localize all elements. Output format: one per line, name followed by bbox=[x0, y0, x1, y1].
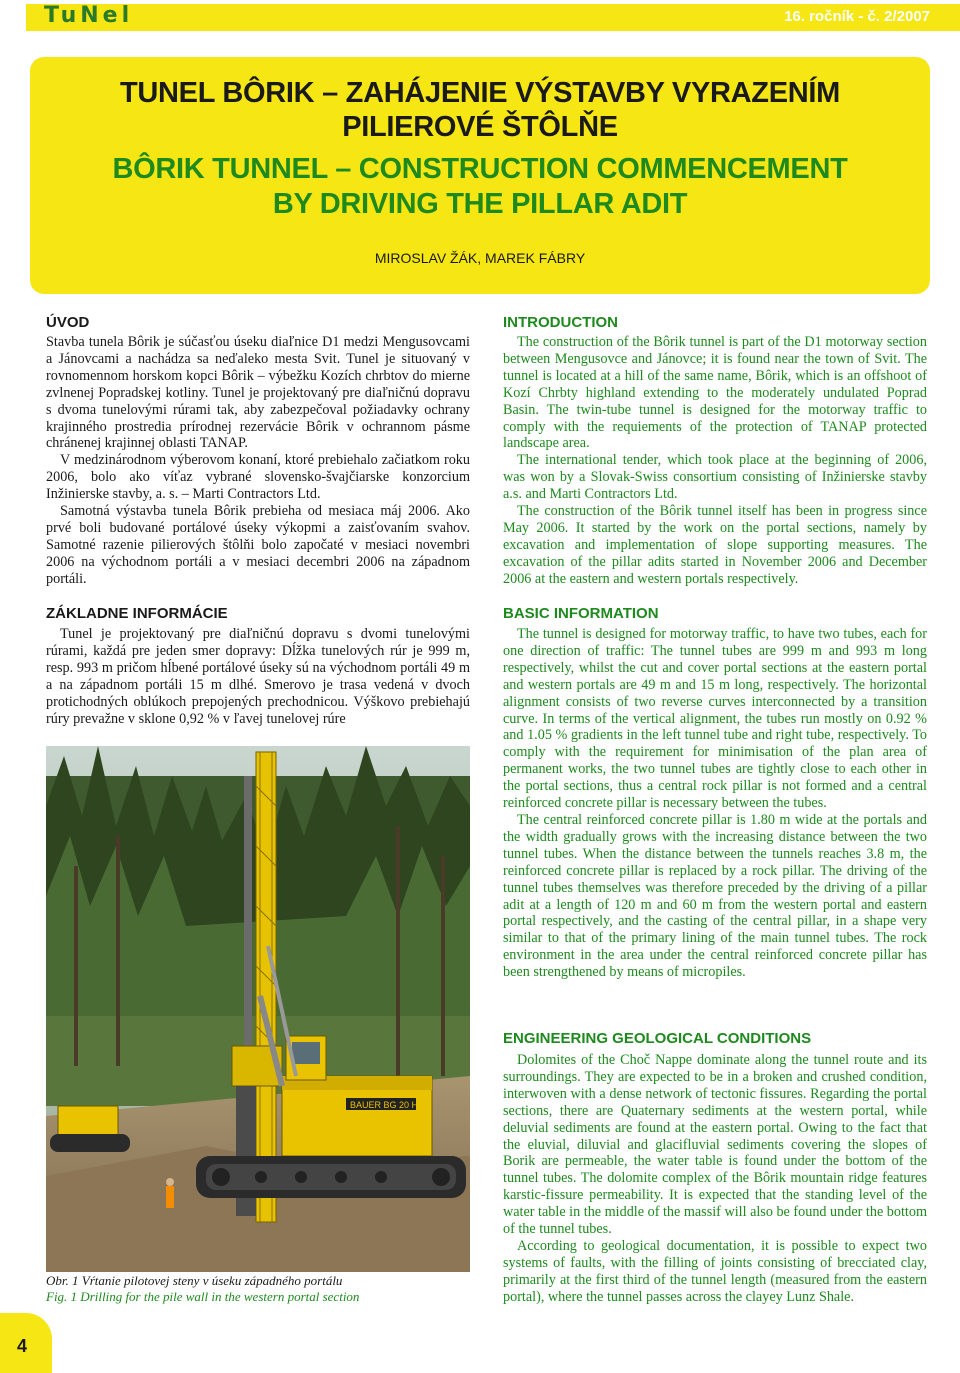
uvod-text bbox=[46, 334, 470, 588]
geo-text bbox=[503, 1052, 927, 1306]
basic-text bbox=[503, 626, 927, 981]
heading-introduction: INTRODUCTION bbox=[503, 314, 618, 331]
zaklad-paragraph-1: Tunel je projektovaný pre diaľničnú dopravu s dvomi tunelovými rúrami, každá pre jeden smer dopravy: Dĺžka tunelových rúr je 999 m, resp. 993 m pričom hĺbené portálové úseky sú na východnom portáli 49 m a na západnom portáli 15 m dlhé. Smerovo je trasa vedená v dvoch protichodných oblúkoch prepojených prechodnicou. Výškovo prebiehajú rúry prevažne v sklone 0,92 % v ľavej tunelovej rúre bbox=[46, 626, 470, 727]
issue-label: 16. ročník - č. 2/2007 bbox=[784, 8, 930, 25]
intro-paragraph-3: The construction of the Bôrik tunnel itself has been in progress since May 2006. It started by the work on the portal sections, namely by excavation and implementation of slope supporting measures. The excavation of the pillar adits started in November 2006 and December 2006 at the eastern and western portals respectively. bbox=[503, 503, 927, 587]
heading-engineering-geological-conditions: ENGINEERING GEOLOGICAL CONDITIONS bbox=[503, 1030, 812, 1047]
page-number: 4 bbox=[17, 1336, 28, 1356]
intro-text bbox=[503, 334, 927, 588]
heading-zakladne-informacie: ZÁKLADNE INFORMÁCIE bbox=[46, 605, 228, 622]
title-en-line1: BÔRIK TUNNEL – CONSTRUCTION COMMENCEMENT bbox=[112, 153, 848, 185]
heading-uvod: ÚVOD bbox=[46, 314, 90, 331]
geo-paragraph-2: According to geological documentation, it is possible to expect two systems of faults, with the filling of joints consisting of brecciated clay, primarily at the first third of the tunnel length (measured from the eastern portal), where the tunnel passes across the clayey Lunz Shale. bbox=[503, 1237, 927, 1305]
title-sk-line2: PILIEROVÉ ŠTÔLŇE bbox=[342, 111, 618, 143]
basic-paragraph-2: The central reinforced concrete pillar is 1.80 m wide at the portals and the width gradually grows with the increasing distance between the two tunnel tubes. When the distance between the tunnels reaches 3.8 m, the reinforced concrete pillar is replaced by a rock pillar. The driving of the tunnel tubes themselves was therefore preceded by the driving of a pillar adit at a length of 120 m and 60 m from the western portal and eastern portal respectively, and the casting of the central pillar, in a shape very similar to that of the primary lining of the main tunnel tubes. The rock environment in the area under the central reinforced concrete pillar has been strengthened by means of micropiles. bbox=[503, 811, 927, 981]
tunel-logo: TuNel bbox=[44, 3, 134, 28]
authors: MIROSLAV ŽÁK, MAREK FÁBRY bbox=[374, 250, 586, 266]
intro-paragraph-1: The construction of the Bôrik tunnel is part of the D1 motorway section between Mengusovce and Jánovce; it is found near the town of Svit. The tunnel is located at a hill of the same name, Bôrik, which is an offshoot of Kozí Chrbty highland extending to the moderately undulated Poprad Basin. The twin-tube tunnel is designed for the motorway traffic to comply with the requiements of the protection of TANAP protected landscape area. bbox=[503, 334, 927, 452]
machine-label: BAUER BG 20 H bbox=[350, 1100, 419, 1110]
intro-paragraph-2: The international tender, which took place at the beginning of 2006, was won by a Slovak-Swiss consortium consisting of Inžinierske stavby a.s. and Marti Contractors Ltd. bbox=[503, 452, 927, 503]
uvod-paragraph-3: Samotná výstavba tunela Bôrik prebieha od mesiaca máj 2006. Ako prvé boli budované portálové úseky výkopmi a zaisťovaním svahov. Samotné razenie pilierových štôlňi bolo započaté v mesiaci novembri 2006 na východnom portáli a v mesiaci decembri 2006 na západnom portáli. bbox=[46, 503, 470, 587]
caption-en: Fig. 1 Drilling for the pile wall in the western portal section bbox=[46, 1289, 360, 1304]
zaklad-text bbox=[46, 626, 470, 727]
basic-paragraph-1: The tunnel is designed for motorway traffic, to have two tubes, each for one direction of traffic: The tunnel tubes are 999 m and 993 m long respectively, whilst the cut and cover portal sections at the eastern portal and western portals are 49 m and 15 m long, respectively. The horizontal alignment consists of two reverse curves interconnected by a transition curve. In terms of the vertical alignment, the tubes run mostly on 0.92 % and 1.05 % gradients in the left tunnel tube and right tube, respectively. To comply with the requirement for minimisation of the plan area of permanent works, the two tunnel tubes are tightly close to each other in the portal sections, thus a central rock pillar is not formed and a central reinforced concrete pillar is necessary between the tubes. bbox=[503, 626, 927, 812]
drilling-rig-photo bbox=[46, 746, 470, 1272]
figure-caption bbox=[46, 1273, 359, 1305]
uvod-paragraph-2: V medzinárodnom výberovom konaní, ktoré prebiehalo začiatkom roku 2006, bolo ako víťaz vybrané slovensko-švajčiarske konzorcium Inžinierske stavby, a. s. – Marti Contractors Ltd. bbox=[46, 452, 470, 503]
caption-sk: Obr. 1 Vŕtanie pilotovej steny v úseku západného portálu bbox=[46, 1273, 343, 1288]
title-sk-line1: TUNEL BÔRIK – ZAHÁJENIE VÝSTAVBY VYRAZENÍM bbox=[119, 77, 841, 109]
title-en-line2: BY DRIVING THE PILLAR ADIT bbox=[272, 188, 688, 220]
uvod-paragraph-1: Stavba tunela Bôrik je súčasťou úseku diaľnice D1 medzi Mengusovcami a Jánovcami a nachádza sa neďaleko mesta Svit. Tunel je situovaný v rovnomennom horskom kopci Bôrik – výbežku Kozích chrbtov do mierne zvlnenej Popradskej kotliny. Tunel je projektovaný pre diaľničnú dopravu s dvoma tunelovými rúrami tak, aby zabezpečoval požiadavky ochrany krajinného prostredia prírodnej rezervácie Bôrik v ochrannom pásme chránenej krajinnej oblasti TANAP. bbox=[46, 334, 470, 452]
heading-basic-information: BASIC INFORMATION bbox=[503, 605, 659, 622]
geo-paragraph-1: Dolomites of the Choč Nappe dominate along the tunnel route and its surroundings. They are expected to be in a broken and crushed condition, interwoven with a dense network of tectonic fissures. Regarding the portal sections, there are Quaternary sediments at the western portal, while deluvial sediments are found at the eastern portal. Owing to the fact that the eluvial, diluvial and glacifluvial sediments covering the slopes of Borik are permeable, the water table is found under the bottom of the tunnel tubes. The dolomite complex of the Bôrik mountain ridge features karstic-fissure permeability. It is expected that the standing level of the water table in the middle of the massif will also be found under the bottom of the tunnel tubes. bbox=[503, 1052, 927, 1238]
